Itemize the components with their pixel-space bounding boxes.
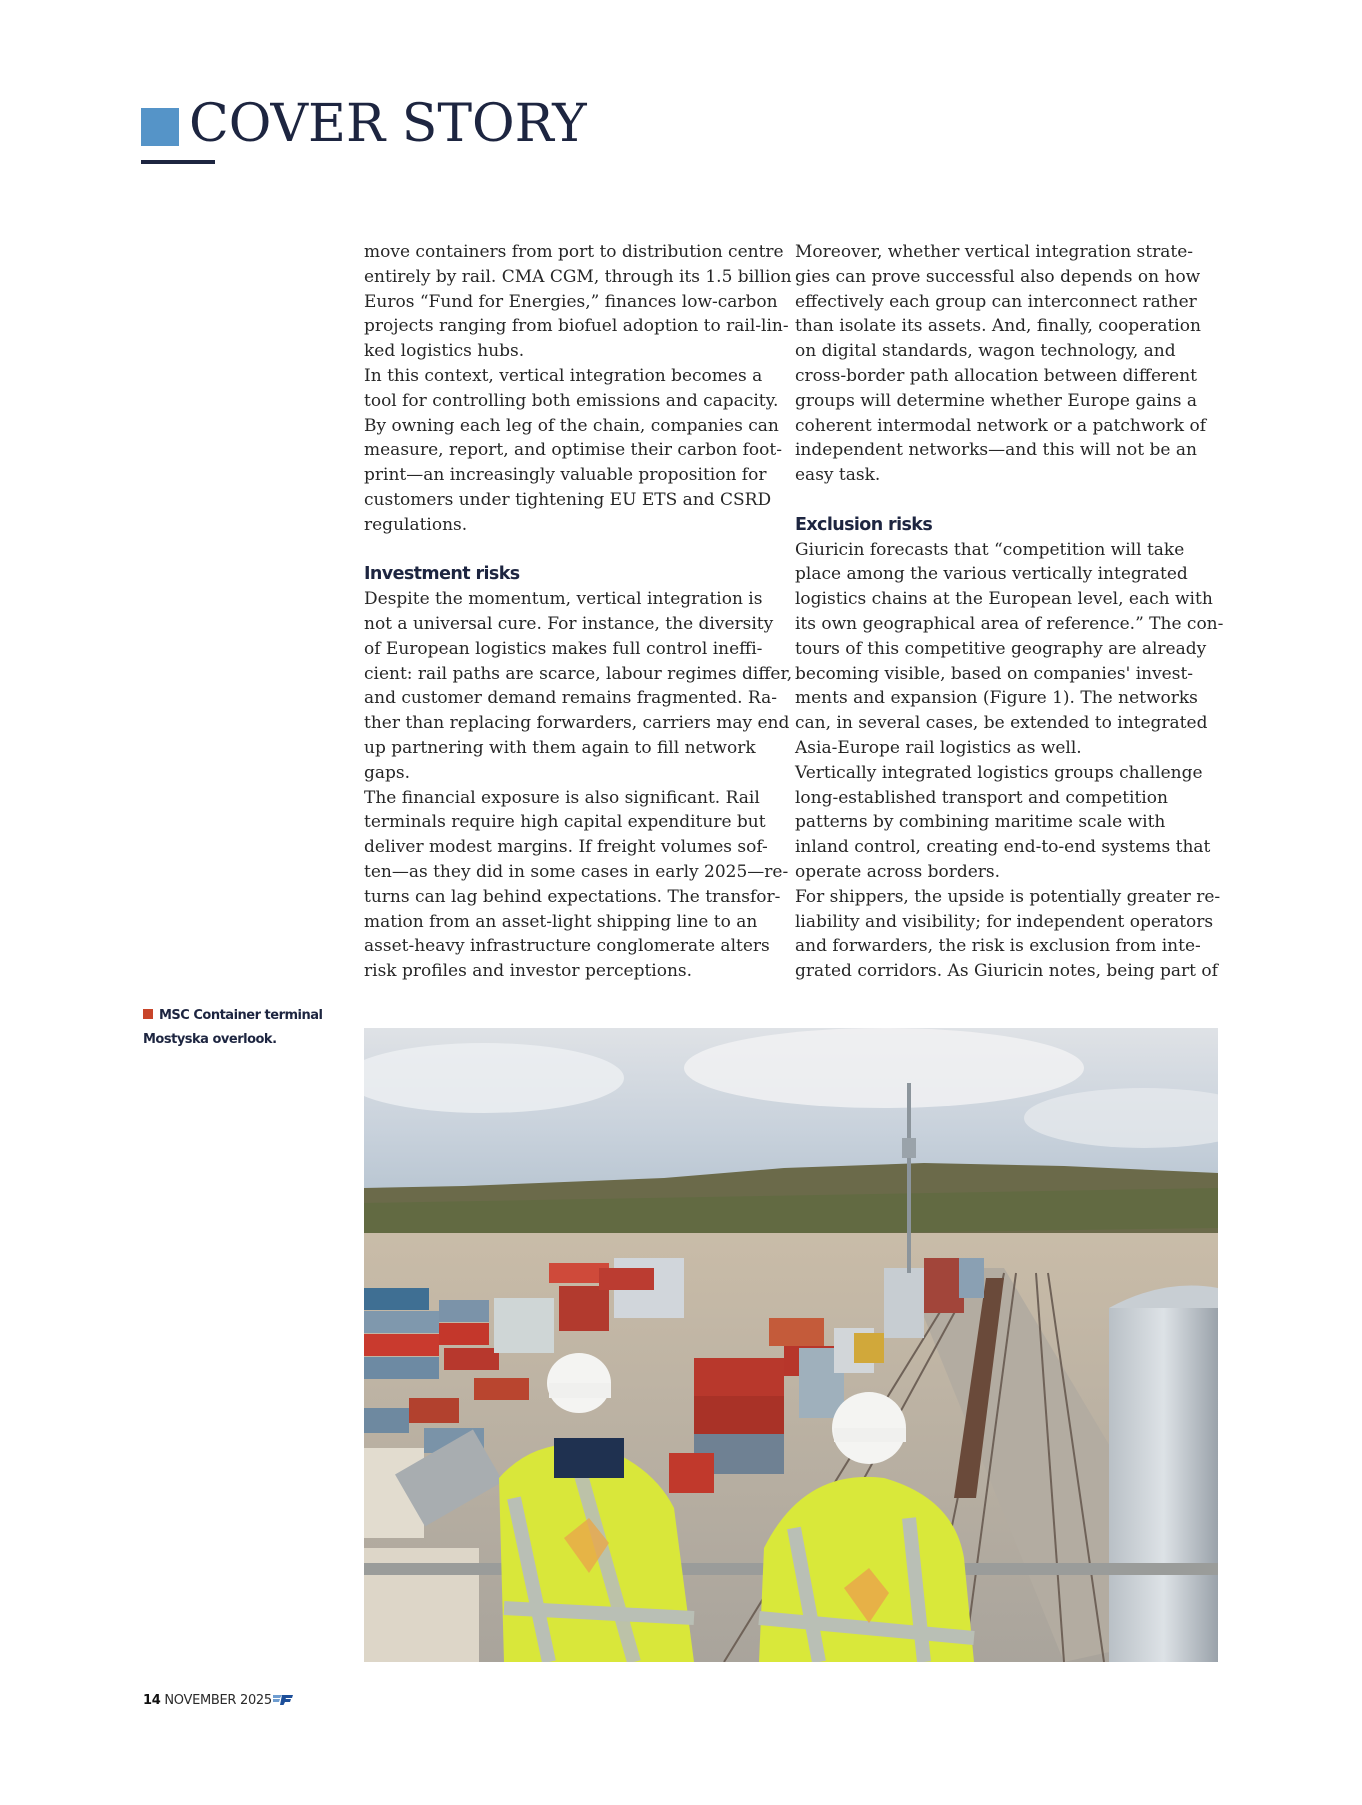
paragraph (364, 240, 792, 364)
text-line: groups will determine whether Europe gains a (795, 390, 1198, 411)
paragraph (795, 538, 1224, 761)
text-line: cient: rail paths are scarce, labour regimes differ, (364, 663, 793, 684)
text-line: regulations. (364, 514, 468, 535)
text-line: print—an increasingly valuable proposition for (364, 465, 767, 486)
silo (1109, 1308, 1218, 1662)
text-line: easy task. (795, 465, 881, 486)
section-title: COVER STORY (189, 94, 587, 154)
caption-line-2: Mostyska overlook. (143, 1032, 277, 1047)
page-footer (143, 1692, 293, 1712)
text-line: place among the various vertically integrated (795, 564, 1188, 585)
text-line: ther than replacing forwarders, carriers may end (364, 713, 790, 734)
text-line: measure, report, and optimise their carbon foot- (364, 440, 782, 461)
text-line: its own geographical area of reference.” The con- (795, 613, 1224, 634)
text-line: entirely by rail. CMA CGM, through its 1.5 billion (364, 266, 792, 287)
terminal-photo (364, 1028, 1218, 1662)
paragraph (795, 885, 1221, 984)
text-line: operate across borders. (795, 861, 1001, 882)
text-line: projects ranging from biofuel adoption to rail-lin- (364, 316, 789, 337)
text-line: up partnering with them again to fill network (364, 737, 756, 758)
text-line: of European logistics makes full control ineffi- (364, 638, 763, 659)
text-line: move containers from port to distribution centre (364, 242, 784, 262)
text-line: tours of this competitive geography are already (795, 638, 1207, 659)
text-line: Asia-Europe rail logistics as well. (795, 737, 1082, 758)
heading-investment-risks: Investment risks (364, 564, 520, 585)
column2-body (795, 538, 1224, 984)
text-line: effectively each group can interconnect rather (795, 291, 1197, 312)
article-column-2 (795, 240, 1224, 984)
caption-line-1: MSC Container terminal (159, 1008, 323, 1023)
text-line: Giuricin forecasts that “competition will take (795, 539, 1185, 560)
text-line: ten—as they did in some cases in early 2025—re- (364, 861, 789, 882)
text-line: cross-border path allocation between different (795, 365, 1197, 386)
text-line: asset-heavy infrastructure conglomerate alters (364, 936, 770, 957)
text-line: independent networks—and this will not be an (795, 440, 1197, 461)
text-line: gaps. (364, 762, 411, 783)
text-line: ked logistics hubs. (364, 341, 525, 362)
section-marker (141, 108, 179, 146)
text-line: In this context, vertical integration becomes a (364, 365, 763, 386)
text-line: coherent intermodal network or a patchwork of (795, 415, 1206, 436)
text-line: and customer demand remains fragmented. Ra- (364, 688, 777, 709)
text-line: gies can prove successful also depends on how (795, 266, 1201, 287)
text-line: on digital standards, wagon technology, and (795, 341, 1176, 362)
text-line: risk profiles and investor perceptions. (364, 961, 693, 982)
issue-date: NOVEMBER 2025 (164, 1693, 272, 1708)
text-line: inland control, creating end-to-end systems that (795, 837, 1211, 858)
text-line: The financial exposure is also significant. Rail (364, 787, 760, 808)
text-line: For shippers, the upside is potentially greater re- (795, 886, 1221, 907)
paragraph (364, 587, 793, 785)
column1-body (364, 587, 793, 984)
caption-marker (143, 1009, 153, 1019)
article-column-1 (364, 240, 793, 984)
text-line: logistics chains at the European level, each with (795, 589, 1213, 610)
text-line: customers under tightening EU ETS and CSRD (364, 489, 772, 510)
photo-illustration (364, 1028, 1218, 1662)
text-line: mation from an asset-light shipping line to an (364, 911, 758, 932)
paragraph (795, 240, 1205, 488)
text-line: Vertically integrated logistics groups challenge (795, 762, 1203, 783)
page-number: 14 (143, 1693, 161, 1708)
text-line: Moreover, whether vertical integration strate- (795, 242, 1194, 262)
text-line: ments and expansion (Figure 1). The networks (795, 688, 1198, 709)
text-line: Despite the momentum, vertical integration is (364, 589, 763, 610)
photo-caption (143, 1004, 343, 1052)
text-line: terminals require high capital expenditure but (364, 812, 766, 833)
text-line: By owning each leg of the chain, companies can (364, 415, 779, 436)
text-line: liability and visibility; for independent operators (795, 911, 1214, 932)
text-line: grated corridors. As Giuricin notes, being part of (795, 961, 1218, 982)
column2-intro (795, 240, 1205, 488)
section-underline (141, 160, 215, 164)
text-line: Euros “Fund for Energies,” finances low-carbon (364, 291, 778, 312)
text-line: can, in several cases, be extended to integrated (795, 713, 1208, 734)
text-line: not a universal cure. For instance, the diversity (364, 613, 774, 634)
heading-exclusion-risks: Exclusion risks (795, 514, 933, 535)
paragraph (795, 761, 1211, 885)
text-line: patterns by combining maritime scale with (795, 812, 1166, 833)
text-line: deliver modest margins. If freight volumes sof- (364, 837, 768, 858)
paragraph (364, 786, 789, 984)
text-line: turns can lag behind expectations. The transfor- (364, 886, 781, 907)
paragraph (364, 364, 782, 538)
rf-logo-icon (273, 1694, 293, 1712)
column1-intro (364, 240, 792, 538)
text-line: long-established transport and competition (795, 787, 1168, 808)
text-line: than isolate its assets. And, finally, cooperation (795, 316, 1201, 337)
text-line: tool for controlling both emissions and capacity. (364, 390, 779, 411)
text-line: and forwarders, the risk is exclusion from inte- (795, 936, 1201, 957)
text-line: becoming visible, based on companies' invest- (795, 663, 1194, 684)
